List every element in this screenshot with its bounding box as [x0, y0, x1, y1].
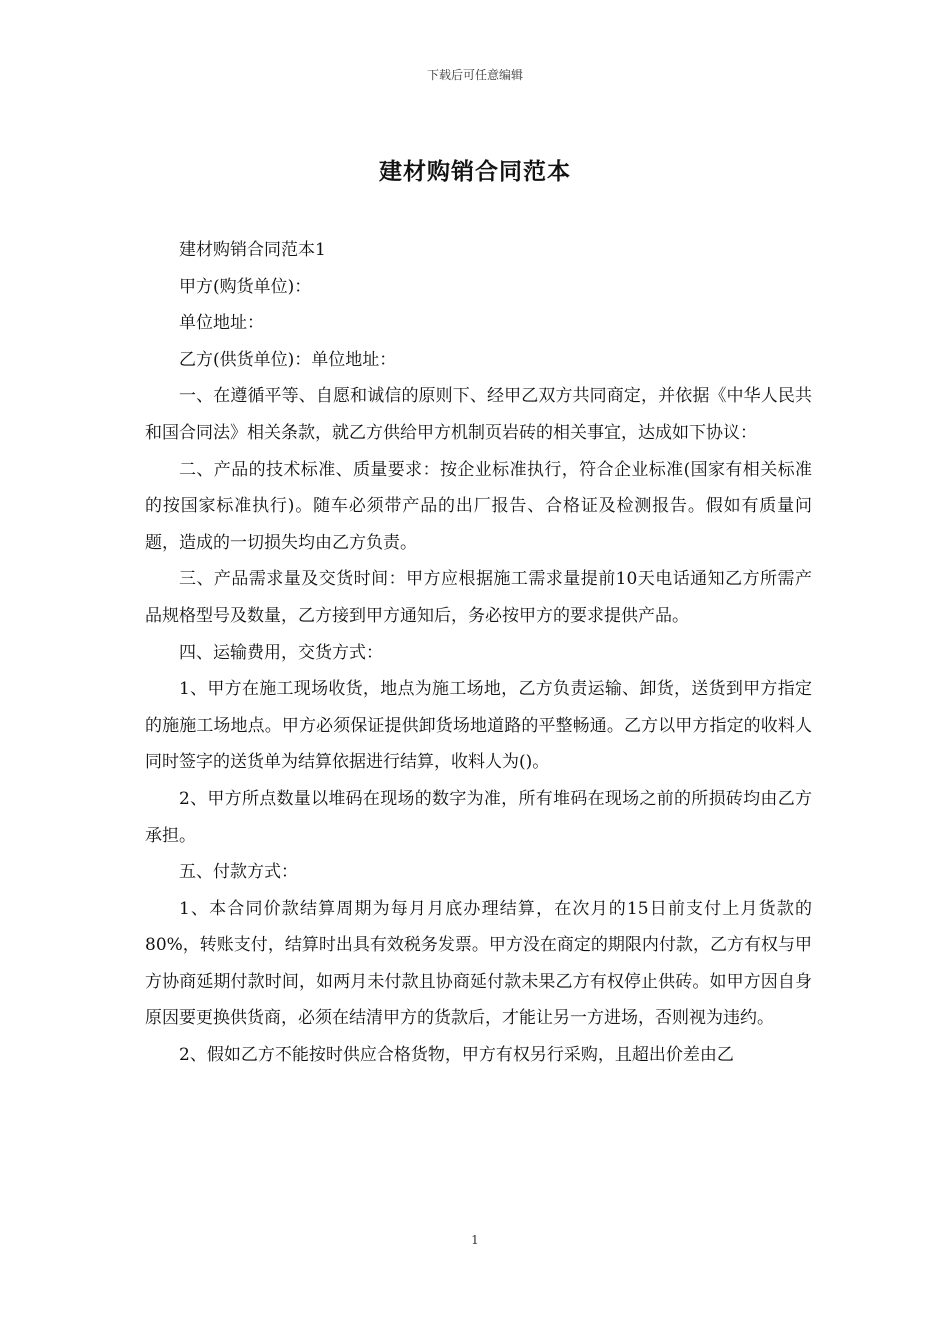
- paragraph: 2、甲方所点数量以堆码在现场的数字为准，所有堆码在现场之前的所损砖均由乙方承担。: [145, 788, 812, 846]
- header-note: 下载后可任意编辑: [426, 68, 523, 82]
- document-body: [145, 232, 812, 1074]
- document-title: 建材购销合同范本: [379, 158, 571, 185]
- paragraph: 三、产品需求量及交货时间：甲方应根据施工需求量提前10天电话通知乙方所需产品规格型号及数量，乙方接到甲方通知后，务必按甲方的要求提供产品。: [145, 569, 812, 626]
- paragraph: 1、本合同价款结算周期为每月月底办理结算，在次月的15日前支付上月货款的80%，转账支付，结算时出具有效税务发票。甲方没在商定的期限内付款，乙方有权与甲方协商延期付款时间，如两月未付款且协商延付款未果乙方有权停止供砖。如甲方因自身原因要更换供货商，必须在结清甲方的货款后，才能让另一方进场，否则视为违约。: [145, 898, 812, 1029]
- paragraph: 五、付款方式：: [179, 862, 298, 883]
- paragraph: 二、产品的技术标准、质量要求：按企业标准执行，符合企业标准(国家有相关标准的按国家标准执行)。随车必须带产品的出厂报告、合格证及检测报告。假如有质量问题，造成的一切损失均由乙方负责。: [145, 459, 812, 553]
- page-number: 1: [471, 1233, 479, 1247]
- paragraph: 建材购销合同范本1: [179, 240, 326, 260]
- paragraph: 一、在遵循平等、自愿和诚信的原则下、经甲乙双方共同商定，并依据《中华人民共和国合同法》相关条款，就乙方供给甲方机制页岩砖的相关事宜，达成如下协议：: [145, 386, 812, 443]
- paragraph: 乙方(供货单位)：单位地址：: [179, 349, 397, 370]
- paragraph: 单位地址：: [179, 313, 264, 334]
- paragraph: 2、假如乙方不能按时供应合格货物，甲方有权另行采购，且超出价差由乙: [179, 1045, 734, 1066]
- paragraph: 四、运输费用，交货方式：: [179, 642, 383, 663]
- paragraph: 甲方(购货单位)：: [179, 276, 312, 297]
- paragraph: 1、甲方在施工现场收货，地点为施工场地，乙方负责运输、卸货，送货到甲方指定的施施工场地点。甲方必须保证提供卸货场地道路的平整畅通。乙方以甲方指定的收料人同时签字的送货单为结算依据进行结算，收料人为()。: [145, 679, 812, 773]
